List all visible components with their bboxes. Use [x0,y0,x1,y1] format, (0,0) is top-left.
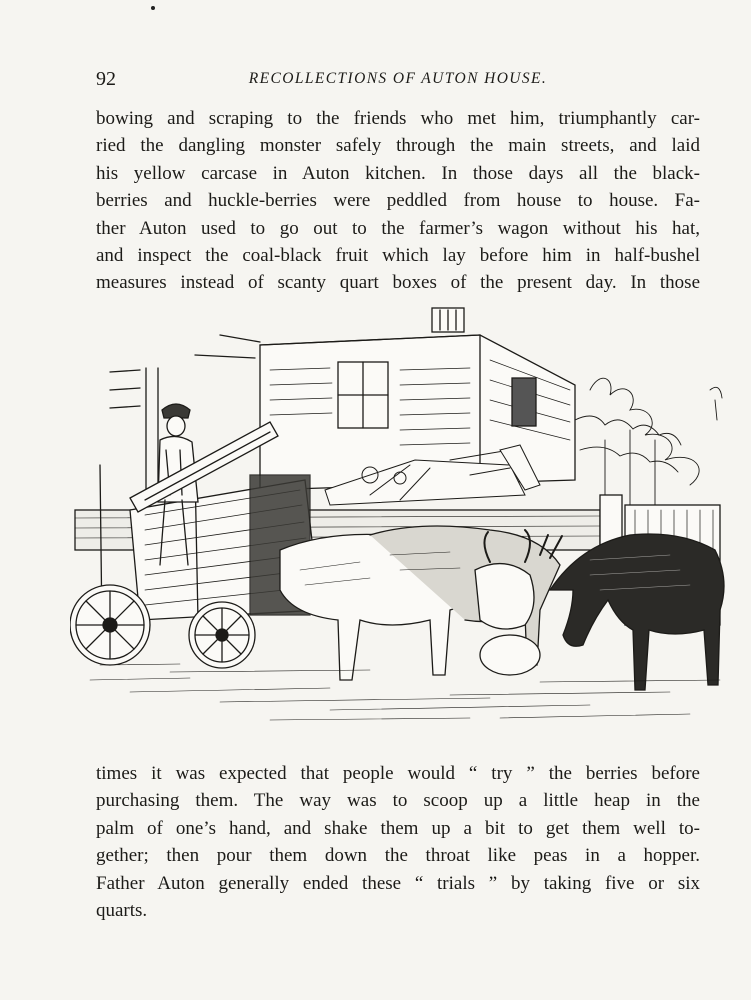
ground-hatching [90,664,720,720]
text-line: his yellow carcase in Auton kitchen. In those days all the black- [96,162,700,184]
tree-drawing [575,378,722,515]
text-line: purchasing them. The way was to scoop up a little heap in the [96,790,700,812]
page-number: 92 [96,68,116,90]
text-line: berries and huckle-berries were peddled from house to house. Fa- [96,190,700,212]
running-head: RECOLLECTIONS OF AUTON HOUSE. [248,70,548,87]
wagon-wheel-right [189,602,255,668]
oxen-drawing [280,526,562,680]
text-line: palm of one’s hand, and shake them up a bit to get them well to- [96,817,700,839]
page-header [96,68,700,94]
engraving-illustration [70,300,725,745]
ink-speck [151,6,155,10]
text-line: measures instead of scanty quart boxes of the present day. In those [96,272,700,294]
text-line: quarts. [96,899,148,921]
text-line: times it was expected that people would “ try ” the berries before [96,763,700,784]
text-line: and inspect the coal-black fruit which lay before him in half-bushel [96,244,700,266]
body-text-bottom [96,760,700,924]
wagon-wheel-left [70,585,150,665]
text-line: ther Auton used to go out to the farmer’s wagon without his hat, [96,217,700,239]
horse-drawing [550,534,724,690]
text-line: bowing and scraping to the friends who met him, triumphantly car- [96,108,700,129]
text-line: Father Auton generally ended these “ trials ” by taking five or six [96,872,700,894]
text-line: gether; then pour them down the throat like peas in a hopper. [96,845,700,867]
text-line: ried the dangling monster safely through the main streets, and laid [96,135,700,157]
body-text-top [96,105,700,297]
